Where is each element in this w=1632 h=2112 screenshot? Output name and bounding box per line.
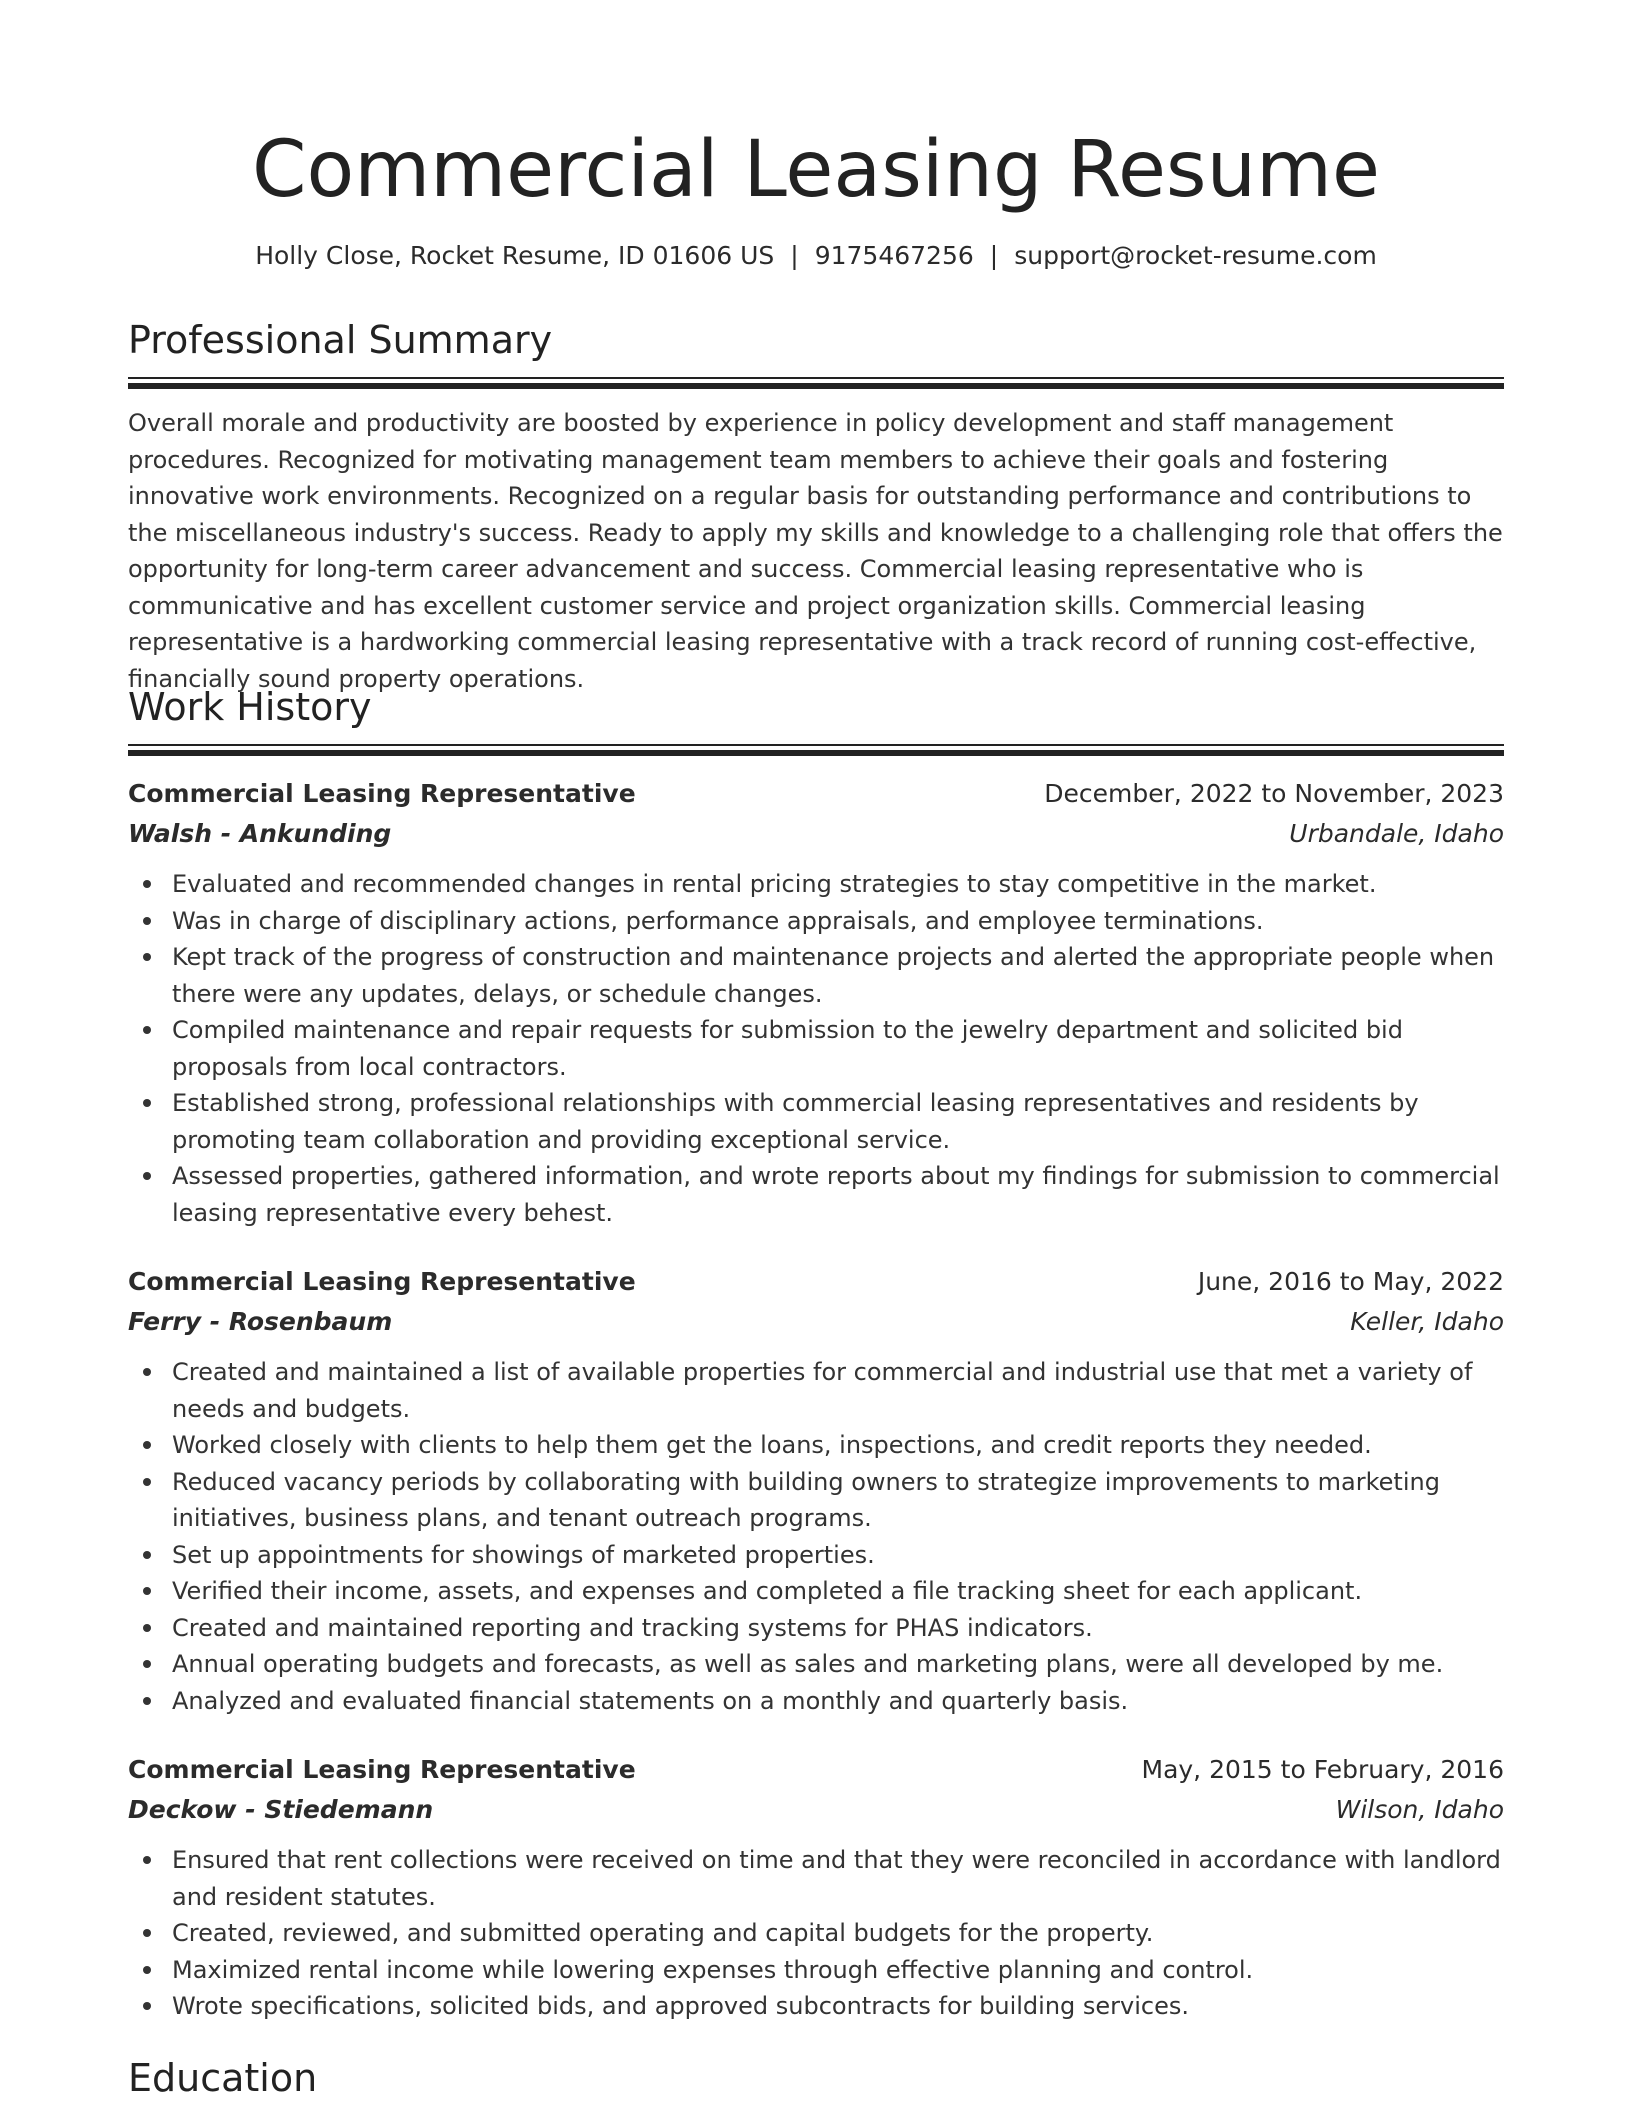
education-heading: Education [128,2056,318,2100]
bullet-text: Verified their income, assets, and expenses and completed a file tracking sheet for each applicant. [172,1577,1363,1605]
job-header [128,1262,1504,1302]
job-bullet [128,903,1504,940]
bullet-icon [143,1478,151,1486]
job-subheader [128,1790,1504,1830]
job-bullets [128,1842,1504,2025]
job-bullet [128,1842,1504,1915]
job-location: Keller, Idaho [1350,1307,1504,1336]
job-subheader [128,1302,1504,1342]
job-title: Commercial Leasing Representative [128,779,636,808]
job-bullet [128,1683,1504,1720]
bullet-icon [143,917,151,925]
job-bullet [128,1354,1504,1427]
job-company: Deckow - Stiedemann [128,1795,434,1824]
bullet-icon [143,1856,151,1864]
bullet-icon [143,1172,151,1180]
bullet-text: Created and maintained reporting and tracking systems for PHAS indicators. [172,1613,1093,1642]
bullet-text: Created, reviewed, and submitted operating and capital budgets for the property. [172,1919,1154,1947]
summary-heading: Professional Summary [128,318,553,362]
bullet-icon [143,1966,151,1974]
job-dates: June, 2016 to May, 2022 [1197,1267,1504,1296]
job-company: Ferry - Rosenbaum [128,1307,393,1336]
job-bullet [128,1464,1504,1537]
bullet-text: Evaluated and recommended changes in rental pricing strategies to stay competitive in the market. [172,870,1377,898]
job-bullet [128,1158,1504,1231]
bullet-icon [143,1929,151,1937]
section-divider [128,744,1504,757]
bullet-text: Created and maintained a list of available properties for commercial and industrial use that met a variety of needs and budgets. [172,1358,1473,1423]
job-bullet [128,1085,1504,1158]
bullet-icon [143,1660,151,1668]
job-header [128,1750,1504,1790]
bullet-icon [143,1697,151,1705]
job-header [128,774,1504,814]
job-bullet [128,1952,1504,1989]
bullet-text: Analyzed and evaluated financial statements on a monthly and quarterly basis. [172,1686,1129,1715]
bullet-text: Reduced vacancy periods by collaborating with building owners to strategize improvements to marketing initiatives, business plans, and tenant outreach programs. [172,1467,1440,1532]
job-bullet [128,1537,1504,1574]
bullet-text: Established strong, professional relationships with commercial leasing representatives and residents by promoting team collaboration and providing exceptional service. [172,1089,1419,1154]
job-dates: May, 2015 to February, 2016 [1141,1755,1504,1784]
job-bullet [128,866,1504,903]
job-entry [128,774,1504,1231]
job-bullets [128,866,1504,1231]
job-location: Urbandale, Idaho [1289,819,1504,848]
job-bullet [128,1012,1504,1085]
job-subheader [128,814,1504,854]
contact-address: Holly Close, Rocket Resume, ID 01606 US [255,241,775,270]
job-bullet [128,1427,1504,1464]
contact-email[interactable]: support@rocket-resume.com [1014,241,1377,270]
job-bullet [128,939,1504,1012]
job-company: Walsh - Ankunding [128,819,392,848]
section-divider [128,377,1504,390]
job-entry [128,1262,1504,1719]
bullet-text: Kept track of the progress of construction and maintenance projects and alerted the appropriate people when there were any updates, delays, or schedule changes. [172,943,1495,1008]
job-title: Commercial Leasing Representative [128,1755,636,1784]
summary-text: Overall morale and productivity are boosted by experience in policy development and staff management procedures. Recognized for motivating management team members to achieve their goals and fostering innovative work environments. Recognized on a regular basis for outstanding performance and contributions to the miscellaneous industry's success. Ready to apply my skills and knowledge to a challenging role that offers the opportunity for long-term career advancement and success. Commercial leasing representative who is communicative and has excellent customer service and project organization skills. Commercial leasing representative is a hardworking commercial leasing representative with a track record of running cost-effective, financially sound property operations. [128,409,1503,693]
job-dates: December, 2022 to November, 2023 [1044,779,1504,808]
contact-line [128,238,1504,274]
bullet-icon [143,1026,151,1034]
job-entry [128,1750,1504,2025]
bullet-icon [143,953,151,961]
bullet-icon [143,880,151,888]
bullet-text: Wrote specifications, solicited bids, and approved subcontracts for building services. [172,1992,1189,2020]
bullet-text: Annual operating budgets and forecasts, as well as sales and marketing plans, were all developed by me. [172,1650,1444,1678]
bullet-icon [143,1624,151,1632]
job-bullets [128,1354,1504,1719]
bullet-text: Was in charge of disciplinary actions, performance appraisals, and employee terminations. [172,906,1264,935]
bullet-icon [143,2002,151,2010]
job-bullet [128,1573,1504,1610]
job-location: Wilson, Idaho [1335,1795,1504,1824]
bullet-icon [143,1551,151,1559]
bullet-text: Set up appointments for showings of marketed properties. [172,1540,875,1569]
bullet-icon [143,1587,151,1595]
bullet-text: Maximized rental income while lowering expenses through effective planning and control. [172,1955,1254,1984]
job-bullet [128,1915,1504,1952]
bullet-icon [143,1099,151,1107]
job-bullet [128,1610,1504,1647]
contact-separator: | [989,241,999,270]
bullet-text: Ensured that rent collections were received on time and that they were reconciled in accordance with landlord and resident statutes. [172,1846,1501,1911]
work-history-heading: Work History [128,685,372,729]
job-bullet [128,1646,1504,1683]
bullet-text: Worked closely with clients to help them get the loans, inspections, and credit reports they needed. [172,1431,1372,1459]
job-bullet [128,1988,1504,2025]
bullet-icon [143,1368,151,1376]
contact-phone: 9175467256 [814,241,974,270]
resume-title: Commercial Leasing Resume [252,125,1380,215]
bullet-text: Compiled maintenance and repair requests for submission to the jewelry department and solicited bid proposals from local contractors. [172,1016,1403,1081]
bullet-icon [143,1441,151,1449]
bullet-text: Assessed properties, gathered information, and wrote reports about my findings for submission to commercial leasing representative every behest. [172,1162,1500,1227]
contact-separator: | [790,241,799,270]
job-title: Commercial Leasing Representative [128,1267,636,1296]
